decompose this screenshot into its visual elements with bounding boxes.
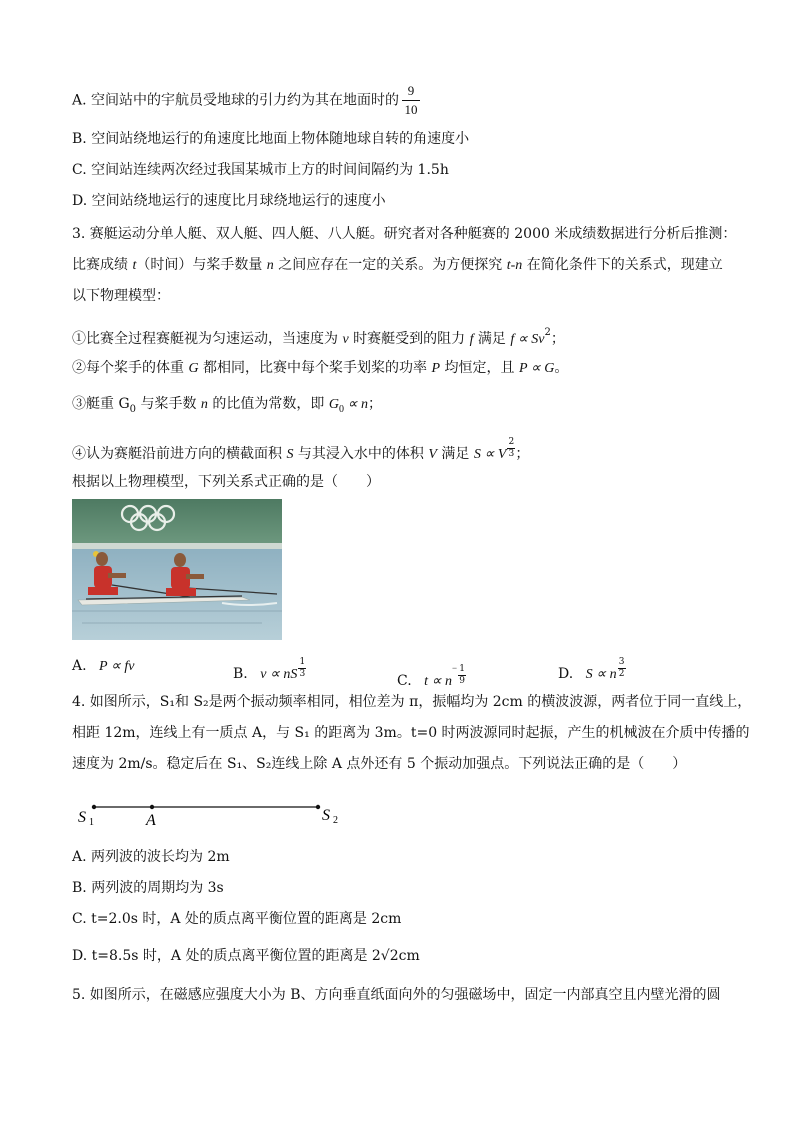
q3-line1: 3. 赛艇运动分单人艇、双人艇、四人艇、八人艇。研究者对各种艇赛的 2000 米成绩数据进行分析后推测：: [72, 226, 737, 242]
var-p: P: [431, 361, 441, 376]
q3-condition-4: [72, 438, 529, 465]
option-3c: [397, 658, 466, 692]
option-letter: D.: [558, 666, 574, 682]
label-s1-sub: 1: [89, 817, 94, 828]
var-v: V: [428, 447, 437, 462]
option-3a: [72, 656, 134, 677]
text: 的比值为常数，即: [207, 396, 329, 412]
subscript: 0: [338, 403, 344, 415]
q3-condition-1: [72, 323, 565, 350]
text: ；: [367, 396, 382, 412]
text: 满足: [436, 446, 474, 462]
fraction: [402, 84, 420, 117]
numerator: 2: [508, 437, 515, 447]
var-n: n: [266, 258, 274, 273]
option-4a: A. 两列波的波长均为 2m: [72, 849, 230, 865]
option-text: A. 空间站中的宇航员受地球的引力约为其在地面时的: [72, 92, 400, 109]
formula: v ∝ nS: [260, 667, 298, 682]
point-s2: [316, 805, 320, 809]
formula: S ∝ V: [473, 447, 507, 462]
option-letter: B.: [233, 666, 248, 682]
text: 与桨手数: [136, 396, 201, 412]
wave-source-diagram: [72, 798, 352, 834]
var-f: f: [469, 332, 474, 347]
option-2d: D. 空间站绕地运行的速度比月球绕地运行的速度小: [72, 193, 386, 209]
rowing-photo: [72, 499, 282, 640]
text: ③艇重 G: [72, 396, 130, 412]
text: 都相同，比赛中每个桨手划桨的功率: [198, 360, 432, 376]
formula: P ∝ G: [518, 361, 555, 376]
label-s1: S: [78, 809, 86, 826]
denominator: 3: [508, 449, 515, 459]
formula: ∝ n: [343, 397, 368, 412]
exponent-fraction: [618, 658, 626, 679]
exponent: 2: [544, 327, 551, 338]
option-letter: A.: [72, 658, 87, 674]
denominator: 10: [404, 102, 418, 117]
denominator: 2: [618, 669, 625, 679]
text: 比赛成绩: [72, 257, 133, 273]
point-a: [150, 805, 154, 809]
point-s1: [92, 805, 96, 809]
denominator: 9: [459, 676, 465, 686]
numerator: 3: [618, 657, 625, 667]
text: ；: [550, 331, 565, 347]
text: ②每个桨手的体重: [72, 360, 189, 376]
q5-line1: 5. 如图所示，在磁感应强度大小为 B、方向垂直纸面向外的匀强磁场中，固定一内部真空且内壁光滑的圆: [72, 987, 721, 1003]
var-t: t: [132, 258, 137, 273]
text: 在简化条件下的关系式，现建立: [522, 257, 723, 273]
label-a: A: [146, 812, 156, 829]
minus-sign: −: [452, 663, 458, 673]
q4-line3: 速度为 2m/s。稳定后在 S₁、S₂连线上除 A 点外还有 5 个振动加强点。下列说法正确的是（ ）: [72, 756, 687, 772]
formula: S ∝ n: [585, 667, 617, 682]
text: ；: [515, 446, 530, 462]
fraction-bar: [402, 100, 420, 101]
option-3b: [233, 658, 306, 685]
formula: G: [328, 397, 339, 412]
text: 均恒定，且: [440, 360, 519, 376]
exponent-fraction: [298, 658, 306, 679]
text: ④认为赛艇沿前进方向的横截面积: [72, 446, 287, 462]
numerator: 9: [407, 83, 415, 98]
var-s: S: [286, 447, 294, 462]
formula: f ∝ Sv: [510, 332, 545, 347]
formula: t ∝ n: [424, 674, 453, 689]
numerator: 1: [299, 657, 306, 667]
option-2a: [72, 84, 420, 117]
option-2b: B. 空间站绕地运行的角速度比地面上物体随地球自转的角速度小: [72, 131, 470, 147]
q4-line2: 相距 12m，连线上有一质点 A，与 S₁ 的距离为 3m。t=0 时两波源同时起振，产生的机械波在介质中传播的: [72, 725, 750, 741]
numerator: 1: [459, 664, 465, 674]
text: 之间应存在一定的关系。为方便探究: [273, 257, 507, 273]
text: （时间）与桨手数量: [136, 257, 267, 273]
option-letter: C.: [397, 673, 412, 689]
wave-source-line: [72, 798, 352, 830]
option-3d: [558, 658, 626, 685]
rowing-photo-illustration: [72, 499, 282, 640]
q3-condition-2: [72, 358, 568, 379]
q3-condition-3: [72, 394, 382, 420]
q3-line2: [72, 255, 723, 276]
option-4d: D. t=8.5s 时，A 处的质点离平衡位置的距离是 2√2cm: [72, 948, 420, 964]
text: ①比赛全过程赛艇视为匀速运动，当速度为: [72, 331, 343, 347]
label-s2: S: [322, 807, 330, 824]
var-n: n: [200, 397, 208, 412]
q3-line3: 以下物理模型：: [72, 288, 170, 304]
q4-line1: 4. 如图所示，S₁和 S₂是两个振动频率相同，相位差为 π，振幅均为 2cm 的横波波源，两者位于同一直线上，: [72, 694, 752, 710]
option-2c: C. 空间站连续两次经过我国某城市上方的时间间隔约为 1.5h: [72, 162, 449, 178]
exponent-fraction: [458, 665, 466, 686]
text: 满足: [473, 331, 511, 347]
text: 。: [554, 360, 569, 376]
label-s2-sub: 2: [333, 815, 338, 826]
denominator: 3: [299, 669, 306, 679]
q3-question: 根据以上物理模型，下列关系式正确的是（ ）: [72, 474, 380, 490]
option-4c: C. t=2.0s 时，A 处的质点离平衡位置的距离是 2cm: [72, 911, 402, 927]
text: 与其浸入水中的体积: [293, 446, 429, 462]
var-v: v: [342, 332, 349, 347]
subscript: 0: [129, 403, 137, 415]
option-4b: B. 两列波的周期均为 3s: [72, 880, 224, 896]
formula: P ∝ fv: [99, 659, 135, 674]
var-tn: t-n: [506, 258, 523, 273]
var-g: G: [188, 361, 199, 376]
text: 时赛艇受到的阻力: [348, 331, 470, 347]
